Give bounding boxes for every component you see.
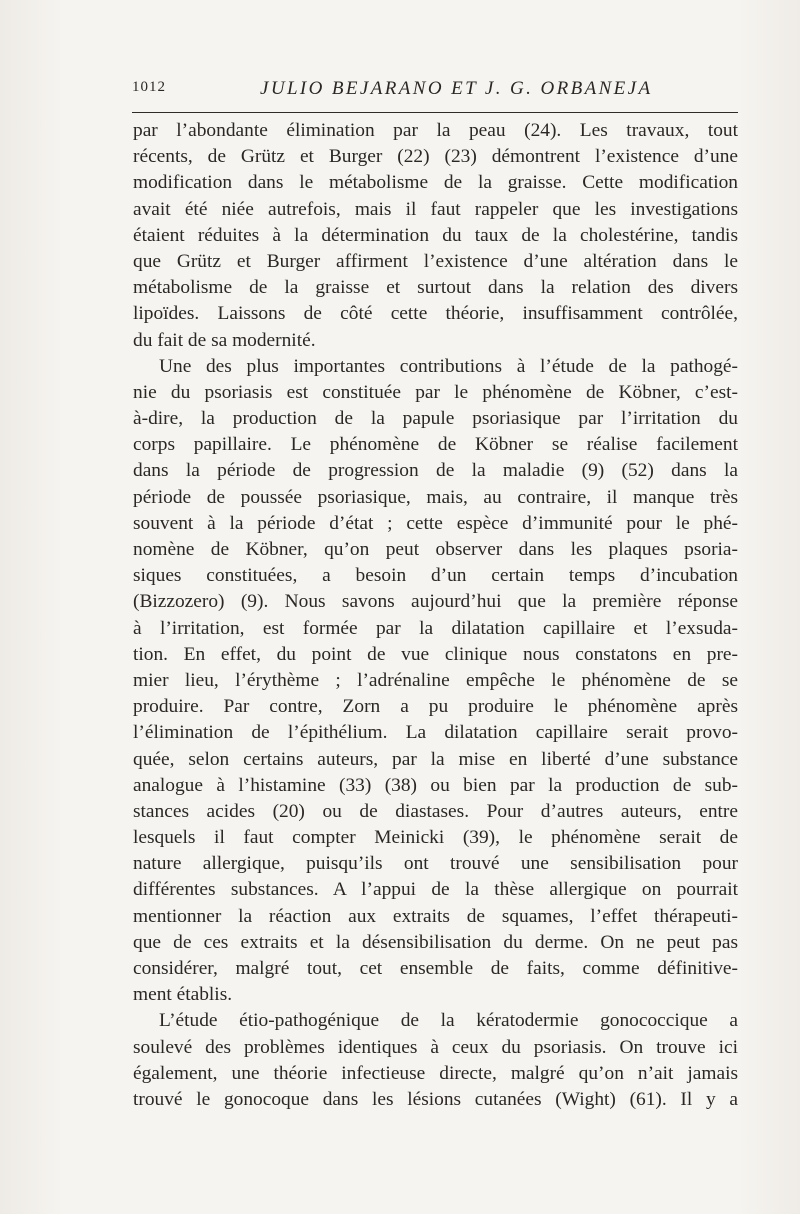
text-line: récents, de Grütz et Burger (22) (23) démontrent l’existence d’une bbox=[133, 146, 738, 168]
paragraph-2 bbox=[133, 354, 738, 1009]
text-line: soulevé des problèmes identiques à ceux du psoriasis. On trouve ici bbox=[133, 1036, 738, 1058]
text-line: nomène de Köbner, qu’on peut observer dans les plaques psoria- bbox=[133, 539, 738, 560]
text-line: stances acides (20) ou de diastases. Pour d’autres auteurs, entre bbox=[133, 800, 738, 822]
text-line: analogue à l’histamine (33) (38) ou bien par la production de sub- bbox=[133, 774, 738, 796]
text-line: (Bizzozero) (9). Nous savons aujourd’hui que la première réponse bbox=[133, 591, 738, 613]
text-line: que Grütz et Burger affirment l’existence d’une altération dans le bbox=[133, 250, 738, 272]
header-rule bbox=[132, 112, 738, 113]
text-line: siques constituées, a besoin d’un certain temps d’incubation bbox=[133, 565, 738, 587]
text-line: L’étude étio-pathogénique de la kératodermie gonococcique a bbox=[159, 1010, 738, 1032]
text-line: à-dire, la production de la papule psoriasique par l’irritation du bbox=[133, 408, 738, 430]
running-head bbox=[132, 78, 738, 102]
text-line: par l’abondante élimination par la peau (24). Les travaux, tout bbox=[133, 120, 738, 141]
text-line: lipoïdes. Laissons de côté cette théorie, insuffisamment contrôlée, bbox=[133, 303, 738, 325]
text-line: que de ces extraits et la désensibilisation du derme. On ne peut pas bbox=[133, 931, 738, 953]
text-line: dans la période de progression de la maladie (9) (52) dans la bbox=[133, 460, 738, 482]
text-line: également, une théorie infectieuse directe, malgré qu’on n’ait jamais bbox=[133, 1062, 738, 1084]
text-line: tion. En effet, du point de vue clinique nous constatons en pre- bbox=[133, 643, 738, 665]
text-line: ment établis. bbox=[133, 984, 233, 1006]
text-line: à l’irritation, est formée par la dilatation capillaire et l’exsuda- bbox=[133, 617, 738, 639]
running-title: JULIO BEJARANO ET J. G. ORBANEJA bbox=[260, 78, 653, 99]
text-line: corps papillaire. Le phénomène de Köbner se réalise facilement bbox=[133, 434, 738, 456]
text-line: trouvé le gonocoque dans les lésions cutanées (Wight) (61). Il y a bbox=[133, 1088, 738, 1110]
text-line: lesquels il faut compter Meinicki (39), le phénomène serait de bbox=[133, 827, 738, 849]
text-line: quée, selon certains auteurs, par la mise en liberté d’une substance bbox=[133, 748, 738, 770]
text-line: considérer, malgré tout, cet ensemble de faits, comme définitive- bbox=[133, 958, 738, 979]
text-line: métabolisme de la graisse et surtout dans la relation des divers bbox=[133, 277, 738, 299]
text-line: modification dans le métabolisme de la graisse. Cette modification bbox=[133, 172, 738, 194]
text-line: période de poussée psoriasique, mais, au contraire, il manque très bbox=[133, 486, 738, 508]
paragraph-1 bbox=[133, 118, 738, 354]
text-line: mentionner la réaction aux extraits de squames, l’effet thérapeuti- bbox=[133, 905, 738, 927]
text-line: du fait de sa modernité. bbox=[133, 329, 316, 351]
paragraph-3 bbox=[133, 1008, 738, 1113]
text-line: souvent à la période d’état ; cette espèce d’immunité pour le phé- bbox=[133, 512, 738, 534]
text-line: Une des plus importantes contributions à l’étude de la pathogé- bbox=[159, 355, 738, 377]
text-line: différentes substances. A l’appui de la thèse allergique on pourrait bbox=[133, 879, 738, 901]
text-line: nature allergique, puisqu’ils ont trouvé une sensibilisation pour bbox=[133, 853, 738, 875]
text-line: étaient réduites à la détermination du taux de la cholestérine, tandis bbox=[133, 224, 738, 246]
text-line: avait été niée autrefois, mais il faut rappeler que les investigations bbox=[133, 198, 738, 220]
text-line: nie du psoriasis est constituée par le phénomène de Köbner, c’est- bbox=[133, 381, 738, 403]
text-line: mier lieu, l’érythème ; l’adrénaline empêche le phénomène de se bbox=[133, 669, 738, 691]
text-line: l’élimination de l’épithélium. La dilatation capillaire serait provo- bbox=[133, 722, 738, 744]
text-line: produire. Par contre, Zorn a pu produire le phénomène après bbox=[133, 696, 738, 718]
page-number: 1012 bbox=[132, 79, 166, 95]
body-text bbox=[133, 118, 738, 1113]
